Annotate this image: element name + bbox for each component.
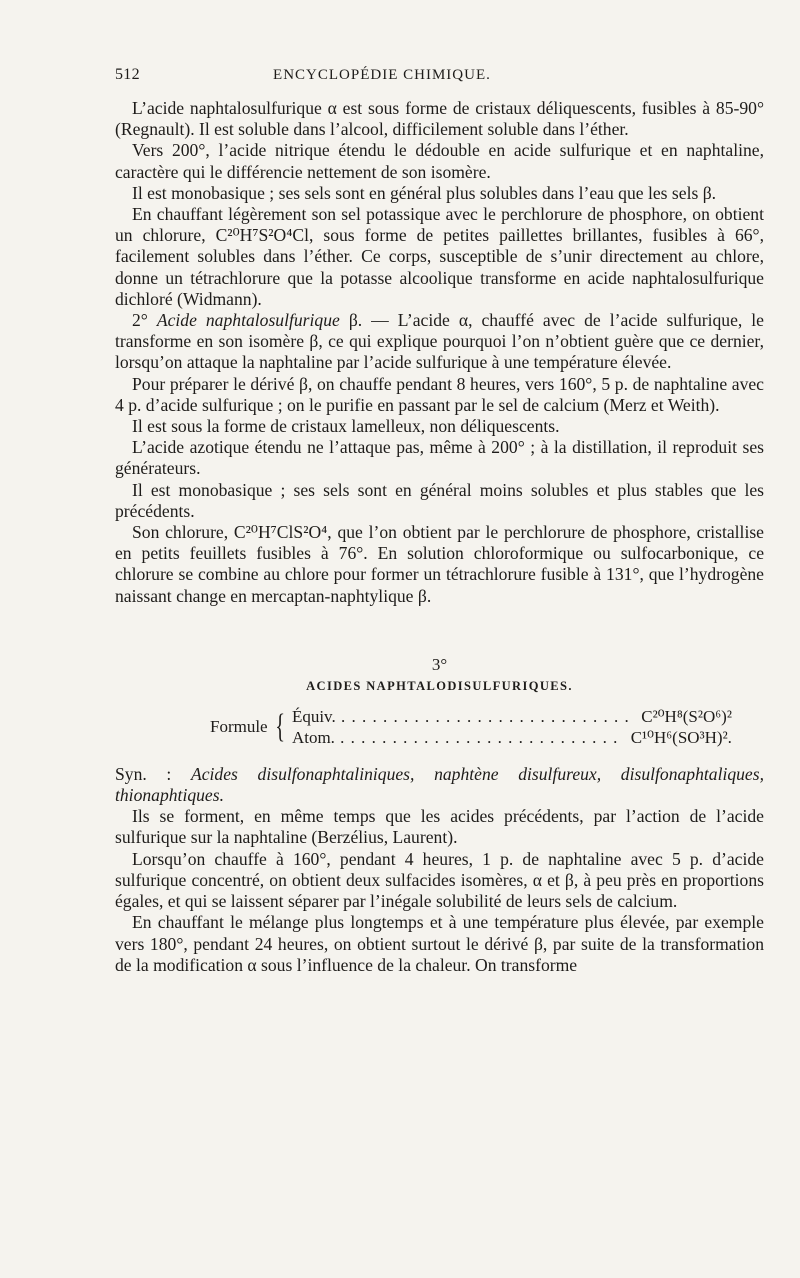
beta-symbol: β. — [348, 310, 363, 331]
beta-section-number: 2° — [132, 310, 148, 331]
paragraph: Pour préparer le dérivé β, on chauffe pendant 8 heures, vers 160°, 5 p. de naphtaline avec 4 p. d’acide sulfurique ; on le purifie en passant par le sel de calcium (Merz et Weith). — [115, 373, 764, 415]
section-number: 3° — [431, 654, 448, 674]
formula-row-label: Atom. . . . — [292, 727, 623, 748]
paragraph: En chauffant légèrement son sel potassique avec le perchlorure de phosphore, on obtient un chlorure, C²⁰H⁷S²O⁴Cl, sous forme de petites paillettes brillantes, fusibles à 66°, facilement solubles dans l’éther. Ce corps, susceptible de s’unir directement au chlore, donne un tétrachlorure que la potasse alcoolique transforme en acide naphtalosulfurique dichloré (Widmann). — [115, 204, 764, 309]
synonyms-names: Acides disulfonaphtaliniques, naphtène disulfureux, disulfonaphtaliques, thionaphtiques. — [115, 763, 764, 806]
formula-row — [292, 727, 732, 748]
formula-row-value: C¹⁰H⁶(SO³H)². — [630, 727, 732, 747]
synonyms-lead: Syn. : — [115, 763, 191, 784]
formula-row-value: C²⁰H⁸(S²O⁶)² — [641, 706, 732, 726]
page-number: 512 — [115, 66, 140, 83]
formula-lines — [292, 706, 732, 748]
paragraph: En chauffant le mélange plus longtemps et à une température plus élevée, par exemple vers 180°, pendant 24 heures, on obtient surtout le dérivé β, par suite de la transformation de la modification α sous l’influence de la chaleur. On transforme — [115, 912, 764, 975]
paragraph: Lorsqu’on chauffe à 160°, pendant 4 heures, 1 p. de naphtaline avec 5 p. d’acide sulfurique concentré, on obtient deux sulfacides isomères, α et β, à peu près en proportions égales, et qui se laissent séparer par l’inégale solubilité de leurs sels de calcium. — [115, 848, 764, 912]
paragraph: L’acide azotique étendu ne l’attaque pas, même à 200° ; à la distillation, il reproduit ses générateurs. — [115, 437, 764, 479]
beta-acid-heading-paragraph — [115, 310, 764, 374]
paragraph: Son chlorure, C²⁰H⁷ClS²O⁴, que l’on obtient par le perchlorure de phosphore, cristallise en petits feuillets fusibles à 76°. En solution chloroformique ou sulfocarbonique, ce chlorure se combine au chlore pour former un tétrachlorure fusible à 131°, que l’hydrogène naissant change en mercaptan-naphtylique β. — [115, 522, 764, 606]
paragraph: Ils se forment, en même temps que les acides précédents, par l’action de l’acide sulfurique sur la naphtaline (Berzélius, Laurent). — [115, 806, 764, 848]
body-text-lower — [115, 764, 764, 976]
paragraph: Il est sous la forme de cristaux lamelleux, non déliquescents. — [132, 416, 560, 437]
formula-row — [292, 706, 732, 727]
paragraph: Il est monobasique ; ses sels sont en général moins solubles et plus stables que les précédents. — [115, 479, 764, 521]
section-title: ACIDES NAPHTALODISULFURIQUES. — [306, 678, 573, 693]
beta-intro-text: — L’acide α, chauffé avec de l’acide sulfurique, le transforme en son isomère β, ce qui explique pourquoi l’on n’obtient guère que ce dernier, lorsqu’on attaque la naphtaline par l’acide sulfurique à une température élevée. — [115, 310, 764, 373]
running-title: ENCYCLOPÉDIE CHIMIQUE. — [273, 67, 491, 83]
synonyms-paragraph — [115, 764, 764, 806]
paragraph: Il est monobasique ; ses sels sont en général plus solubles dans l’eau que les sels β. — [132, 182, 717, 203]
paragraph: Vers 200°, l’acide nitrique étendu le dédouble en acide sulfurique et en naphtaline, caractère qui le différencie nettement de son isomère. — [115, 140, 764, 182]
paragraph: L’acide naphtalosulfurique α est sous forme de cristaux déliquescents, fusibles à 85-90° (Regnault). Il est soluble dans l’alcool, difficilement soluble dans l’éther. — [115, 98, 764, 140]
page-header — [115, 66, 764, 84]
beta-acid-name: Acide naphtalosulfurique — [156, 310, 340, 331]
body-text — [115, 98, 764, 607]
brace-glyph: { — [274, 707, 285, 745]
formula-row-label: Équiv. . . . — [292, 706, 633, 727]
formula-block — [210, 706, 764, 748]
formula-label: Formule — [210, 716, 268, 736]
